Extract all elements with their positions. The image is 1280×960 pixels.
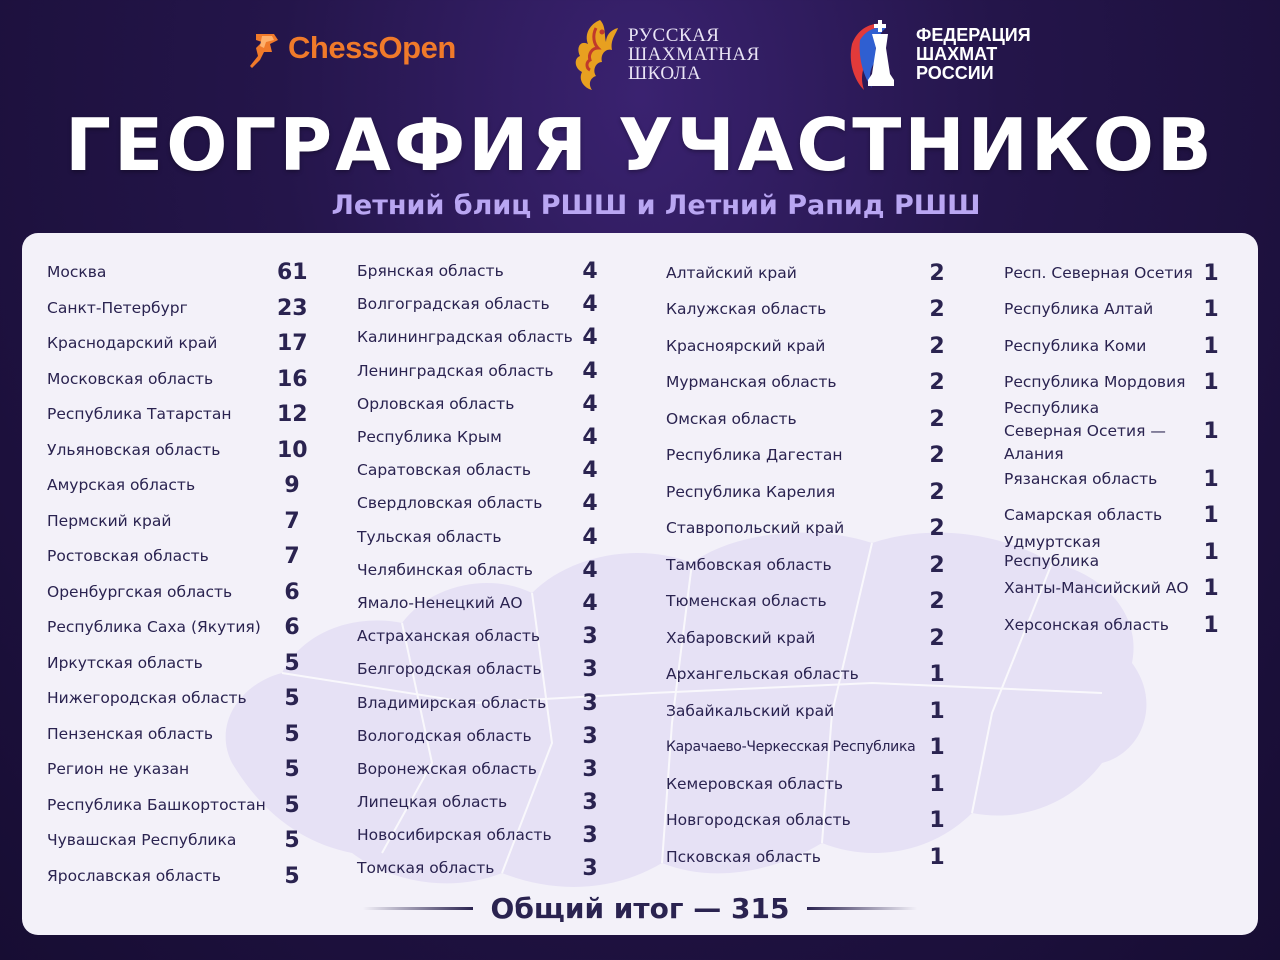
region-row: [357, 620, 605, 653]
region-count: 1: [1203, 418, 1219, 444]
region-row: [47, 646, 307, 682]
region-count: 4: [582, 391, 598, 417]
region-count: 7: [284, 508, 300, 534]
region-count: 4: [582, 292, 598, 318]
region-row: [357, 587, 605, 620]
region-name: Санкт-Петербург: [47, 298, 188, 317]
region-row: [666, 766, 952, 803]
region-row: [666, 803, 952, 840]
region-count: 3: [582, 657, 598, 683]
rsh-name-line1: РУССКАЯ: [628, 24, 720, 46]
region-name: Воронежская область: [357, 759, 537, 778]
region-name: Самарская область: [1004, 506, 1163, 525]
region-row: [357, 753, 605, 786]
region-count: 1: [929, 771, 945, 797]
participants-card: [22, 233, 1258, 935]
region-name: Ленинградская область: [357, 361, 554, 380]
region-count: 4: [582, 458, 598, 484]
region-count: 3: [582, 790, 598, 816]
region-row: [1004, 328, 1226, 365]
region-row: [666, 328, 952, 365]
region-count: 1: [929, 662, 945, 688]
region-count: 6: [284, 579, 300, 605]
region-count: 1: [1203, 260, 1219, 286]
region-name: Челябинская область: [357, 560, 533, 579]
region-count: 5: [284, 757, 300, 783]
region-name: Ставропольский край: [666, 519, 845, 538]
region-row: [357, 321, 605, 354]
region-name: Брянская область: [357, 262, 504, 281]
region-name: Тамбовская область: [666, 555, 832, 574]
region-row: [666, 511, 952, 548]
region-count: 4: [582, 325, 598, 351]
region-row: [47, 291, 307, 327]
region-row: [357, 255, 605, 288]
region-row: [47, 681, 307, 717]
region-count: 1: [929, 808, 945, 834]
fsr-name: [916, 26, 1031, 83]
region-count: 2: [929, 479, 945, 505]
region-row: [47, 397, 307, 433]
region-row: [47, 326, 307, 362]
region-count: 1: [1203, 370, 1219, 396]
region-count: 1: [1203, 297, 1219, 323]
region-name: Новгородская область: [666, 811, 851, 830]
region-name: Чувашская Республика: [47, 831, 237, 850]
region-row: [666, 620, 952, 657]
region-row: [666, 839, 952, 876]
rsh-name: [628, 26, 760, 83]
region-count: 4: [582, 557, 598, 583]
region-name: Республика Саха (Якутия): [47, 618, 261, 637]
region-name: Республика Алтай: [1004, 300, 1154, 319]
rsh-name-line2: ШАХМАТНАЯ: [628, 43, 760, 65]
region-count: 5: [284, 686, 300, 712]
region-count: 5: [284, 792, 300, 818]
region-row: [357, 388, 605, 421]
region-count: 3: [582, 756, 598, 782]
header: [0, 0, 1280, 230]
region-name: Ярославская область: [47, 866, 221, 885]
region-name: Иркутская область: [47, 653, 203, 672]
region-name: Мурманская область: [666, 373, 837, 392]
region-row: [666, 693, 952, 730]
region-name: Орловская область: [357, 394, 515, 413]
total-divider-left: [363, 907, 473, 910]
region-row: [357, 720, 605, 753]
column-2: [357, 255, 605, 886]
region-name: Свердловская область: [357, 494, 543, 513]
column-1: [47, 255, 307, 894]
region-row: [357, 786, 605, 819]
region-count: 12: [277, 402, 308, 428]
chessopen-name: ChessOpen: [288, 30, 456, 65]
region-name: Белгородская область: [357, 660, 542, 679]
region-count: 3: [582, 624, 598, 650]
region-count: 61: [277, 260, 308, 286]
total-divider-right: [807, 907, 917, 910]
region-name: Рязанская область: [1004, 469, 1158, 488]
region-name: Республика Карелия: [666, 482, 836, 501]
region-name: Ямало-Ненецкий АО: [357, 593, 523, 612]
region-count: 5: [284, 650, 300, 676]
region-name: Тульская область: [357, 527, 502, 546]
region-count: 2: [929, 260, 945, 286]
region-count: 4: [582, 259, 598, 285]
region-name: Калининградская область: [357, 328, 573, 347]
chessopen-mark-icon: [248, 30, 282, 66]
region-row: [1004, 461, 1226, 498]
region-name: Астраханская область: [357, 627, 541, 646]
region-row: [666, 730, 952, 767]
region-count: 23: [277, 295, 308, 321]
region-name: Липецкая область: [357, 793, 508, 812]
region-row: [666, 657, 952, 694]
region-count: 5: [284, 863, 300, 889]
region-name: Красноярский край: [666, 336, 826, 355]
region-count: 2: [929, 443, 945, 469]
region-count: 3: [582, 690, 598, 716]
region-name: Московская область: [47, 369, 214, 388]
region-count: 5: [284, 828, 300, 854]
region-name: Ульяновская область: [47, 440, 221, 459]
chessopen-logo: [248, 30, 456, 66]
rsh-name-line3: ШКОЛА: [628, 62, 702, 84]
region-count: 4: [582, 590, 598, 616]
page-subtitle: Летний блиц РШШ и Летний Рапид РШШ: [331, 190, 981, 221]
region-name: Республика Северная Осетия — Алания: [1004, 398, 1166, 463]
region-count: 1: [1203, 466, 1219, 492]
region-row: [47, 575, 307, 611]
region-count: 10: [277, 437, 308, 463]
region-row: [666, 584, 952, 621]
region-row: [357, 487, 605, 520]
region-row: [666, 474, 952, 511]
fsr-name-line1: ФЕДЕРАЦИЯ: [916, 24, 1031, 45]
region-count: 4: [582, 425, 598, 451]
chess-king-flag-icon: [848, 14, 910, 94]
region-row: [357, 288, 605, 321]
region-count: 2: [929, 625, 945, 651]
region-row: [47, 433, 307, 469]
region-row: [1004, 398, 1226, 463]
fsr-name-line2: ШАХМАТ: [916, 43, 998, 64]
region-name: Карачаево-Черкесская Республика: [666, 739, 916, 756]
region-count: 3: [582, 723, 598, 749]
region-name: Ростовская область: [47, 547, 209, 566]
region-count: 1: [1203, 539, 1219, 565]
region-name: Пензенская область: [47, 724, 214, 743]
region-name: Ханты-Мансийский АО: [1004, 579, 1189, 598]
region-count: 4: [582, 491, 598, 517]
region-count: 2: [929, 516, 945, 542]
region-name: Волгоградская область: [357, 295, 550, 314]
region-row: [357, 852, 605, 885]
region-name: Саратовская область: [357, 461, 532, 480]
region-row: [47, 255, 307, 291]
region-name: Владимирская область: [357, 693, 547, 712]
region-count: 2: [929, 333, 945, 359]
region-count: 7: [284, 544, 300, 570]
region-count: 1: [1203, 612, 1219, 638]
total-summary: [22, 888, 1258, 928]
region-name: Томская область: [357, 859, 495, 878]
region-row: [357, 653, 605, 686]
region-name: Омская область: [666, 409, 797, 428]
region-count: 2: [929, 552, 945, 578]
region-name: Амурская область: [47, 476, 196, 495]
region-name: Псковская область: [666, 847, 821, 866]
region-row: [357, 454, 605, 487]
region-name: Херсонская область: [1004, 615, 1169, 634]
region-row: [47, 788, 307, 824]
region-row: [666, 547, 952, 584]
region-row: [47, 752, 307, 788]
region-row: [1004, 292, 1226, 329]
region-name: Забайкальский край: [666, 701, 835, 720]
column-3: [666, 255, 952, 876]
region-row: [47, 823, 307, 859]
region-count: 2: [929, 297, 945, 323]
region-name: Пермский край: [47, 511, 172, 530]
region-row: [357, 686, 605, 719]
region-name: Республика Мордовия: [1004, 373, 1186, 392]
region-count: 3: [582, 823, 598, 849]
region-row: [357, 355, 605, 388]
region-row: [1004, 498, 1226, 535]
region-name: Кемеровская область: [666, 774, 843, 793]
region-name: Архангельская область: [666, 665, 859, 684]
region-count: 4: [582, 358, 598, 384]
region-row: [357, 521, 605, 554]
region-count: 6: [284, 615, 300, 641]
region-count: 16: [277, 366, 308, 392]
region-name: Нижегородская область: [47, 689, 247, 708]
region-name: Республика Татарстан: [47, 405, 232, 424]
region-row: [47, 362, 307, 398]
fsr-name-line3: РОССИИ: [916, 62, 994, 83]
region-row: [666, 438, 952, 475]
region-count: 1: [1203, 333, 1219, 359]
region-count: 2: [929, 370, 945, 396]
region-row: [1004, 571, 1226, 608]
region-count: 1: [1203, 576, 1219, 602]
region-name: Калужская область: [666, 300, 827, 319]
region-name: Москва: [47, 263, 107, 282]
region-name: Республика Крым: [357, 428, 502, 447]
region-row: [357, 819, 605, 852]
region-count: 1: [929, 735, 945, 761]
region-name: Алтайский край: [666, 263, 797, 282]
region-count: 1: [929, 844, 945, 870]
region-name: Оренбургская область: [47, 582, 233, 601]
region-name: Удмуртская Республика: [1004, 533, 1101, 571]
region-row: [47, 717, 307, 753]
column-4: [1004, 255, 1226, 644]
region-count: 17: [277, 331, 308, 357]
region-count: 5: [284, 721, 300, 747]
region-row: [357, 554, 605, 587]
page-title: ГЕОГРАФИЯ УЧАСТНИКОВ: [65, 103, 1215, 187]
region-name: Респ. Северная Осетия: [1004, 263, 1193, 282]
region-name: Тюменская область: [666, 592, 827, 611]
region-count: 3: [582, 856, 598, 882]
region-row: [666, 292, 952, 329]
region-row: [1004, 607, 1226, 644]
region-name: Регион не указан: [47, 760, 190, 779]
region-row: [47, 468, 307, 504]
firebird-icon: [570, 14, 622, 94]
region-row: [1004, 255, 1226, 292]
region-count: 1: [929, 698, 945, 724]
region-count: 2: [929, 406, 945, 432]
region-count: 4: [582, 524, 598, 550]
region-name: Республика Коми: [1004, 336, 1147, 355]
region-count: 1: [1203, 503, 1219, 529]
region-row: [47, 610, 307, 646]
region-name: Вологодская область: [357, 726, 532, 745]
region-row: [357, 421, 605, 454]
total-label: Общий итог — 315: [490, 891, 790, 925]
region-row: [666, 255, 952, 292]
region-name: Республика Дагестан: [666, 446, 843, 465]
region-name: Краснодарский край: [47, 334, 218, 353]
region-count: 2: [929, 589, 945, 615]
region-row: [666, 365, 952, 402]
region-row: [47, 539, 307, 575]
fsr-logo: [848, 14, 1031, 94]
region-name: Новосибирская область: [357, 826, 552, 845]
region-name: Хабаровский край: [666, 628, 816, 647]
rsh-logo: [570, 14, 760, 94]
region-row: [47, 504, 307, 540]
region-row: [1004, 534, 1226, 571]
region-name: Республика Башкортостан: [47, 795, 266, 814]
region-row: [666, 401, 952, 438]
region-count: 9: [284, 473, 300, 499]
